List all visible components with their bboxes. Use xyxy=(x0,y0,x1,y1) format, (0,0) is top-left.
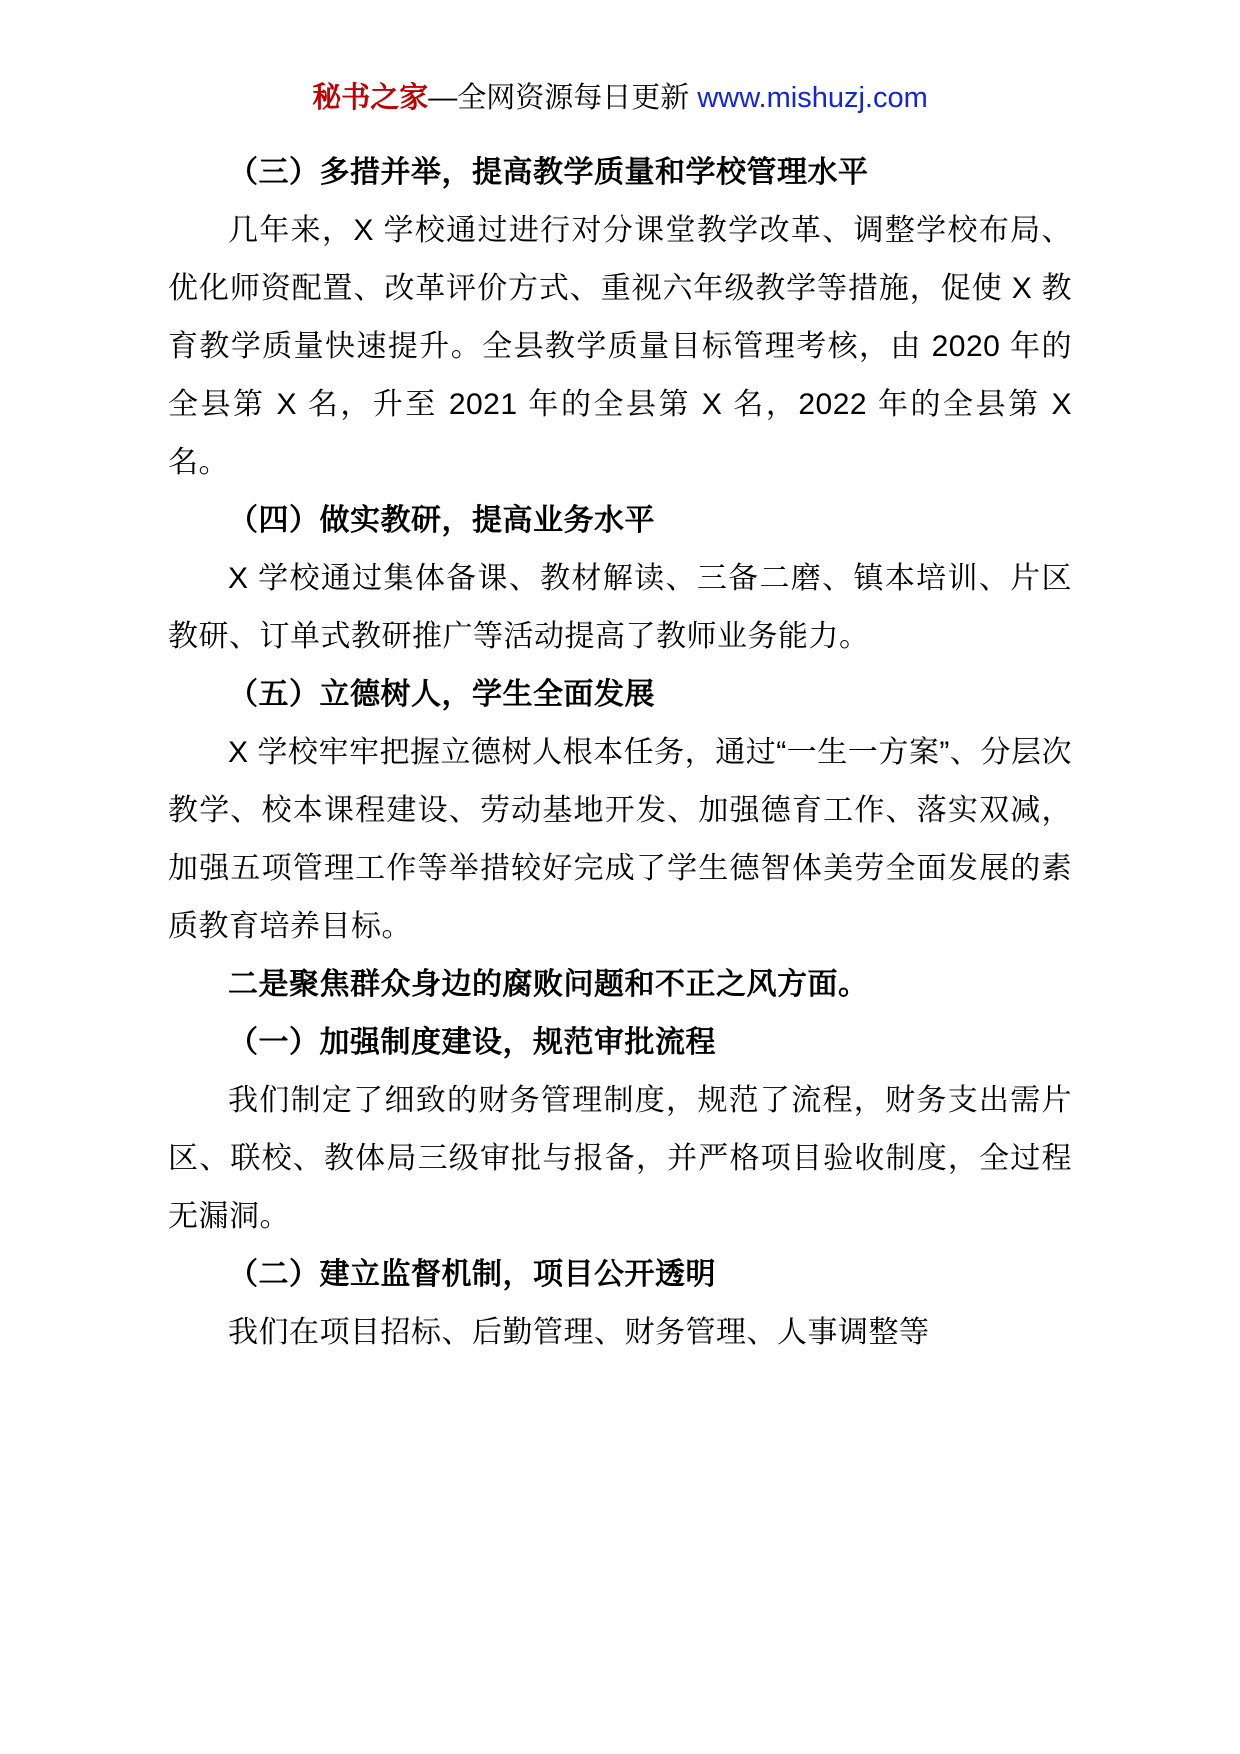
site-brand: 秘书之家 xyxy=(312,82,429,114)
section-heading: （四）做实教研，提高业务水平 xyxy=(228,504,655,537)
section-heading: （三）多措并举，提高教学质量和学校管理水平 xyxy=(228,156,869,189)
site-url-link[interactable]: www.mishuzj.com xyxy=(697,82,928,114)
paragraph: 我们制定了细致的财务管理制度，规范了流程，财务支出需片区、联校、教体局三级审批与报备，并严格项目验收制度，全过程无漏洞。 xyxy=(168,1084,1072,1233)
paragraph: X 学校牢牢把握立德树人根本任务，通过“一生一方案”、分层次教学、校本课程建设、劳动基地开发、加强德育工作、落实双减，加强五项管理工作等举措较好完成了学生德智体美劳全面发展的素质教育培养目标。 xyxy=(168,736,1072,943)
section-heading: 二是聚焦群众身边的腐败问题和不正之风方面。 xyxy=(228,968,869,1001)
document-body xyxy=(168,144,1072,1362)
section-heading: （二）建立监督机制，项目公开透明 xyxy=(228,1258,716,1291)
paragraph: 我们在项目招标、后勤管理、财务管理、人事调整等 xyxy=(228,1316,930,1349)
page-header xyxy=(168,78,1072,118)
section-heading: （五）立德树人，学生全面发展 xyxy=(228,678,655,711)
section-heading: （一）加强制度建设，规范审批流程 xyxy=(228,1026,716,1059)
paragraph: X 学校通过集体备课、教材解读、三备二磨、镇本培训、片区教研、订单式教研推广等活动提高了教师业务能力。 xyxy=(168,562,1072,653)
header-tagline: —全网资源每日更新 xyxy=(428,82,698,114)
paragraph: 几年来，X 学校通过进行对分课堂教学改革、调整学校布局、优化师资配置、改革评价方式、重视六年级教学等措施，促使 X 教育教学质量快速提升。全县教学质量目标管理考核，由 2020 年的全县第 X 名，升至 2021 年的全县第 X 名，2022 年的全县第 X 名。 xyxy=(168,214,1072,479)
